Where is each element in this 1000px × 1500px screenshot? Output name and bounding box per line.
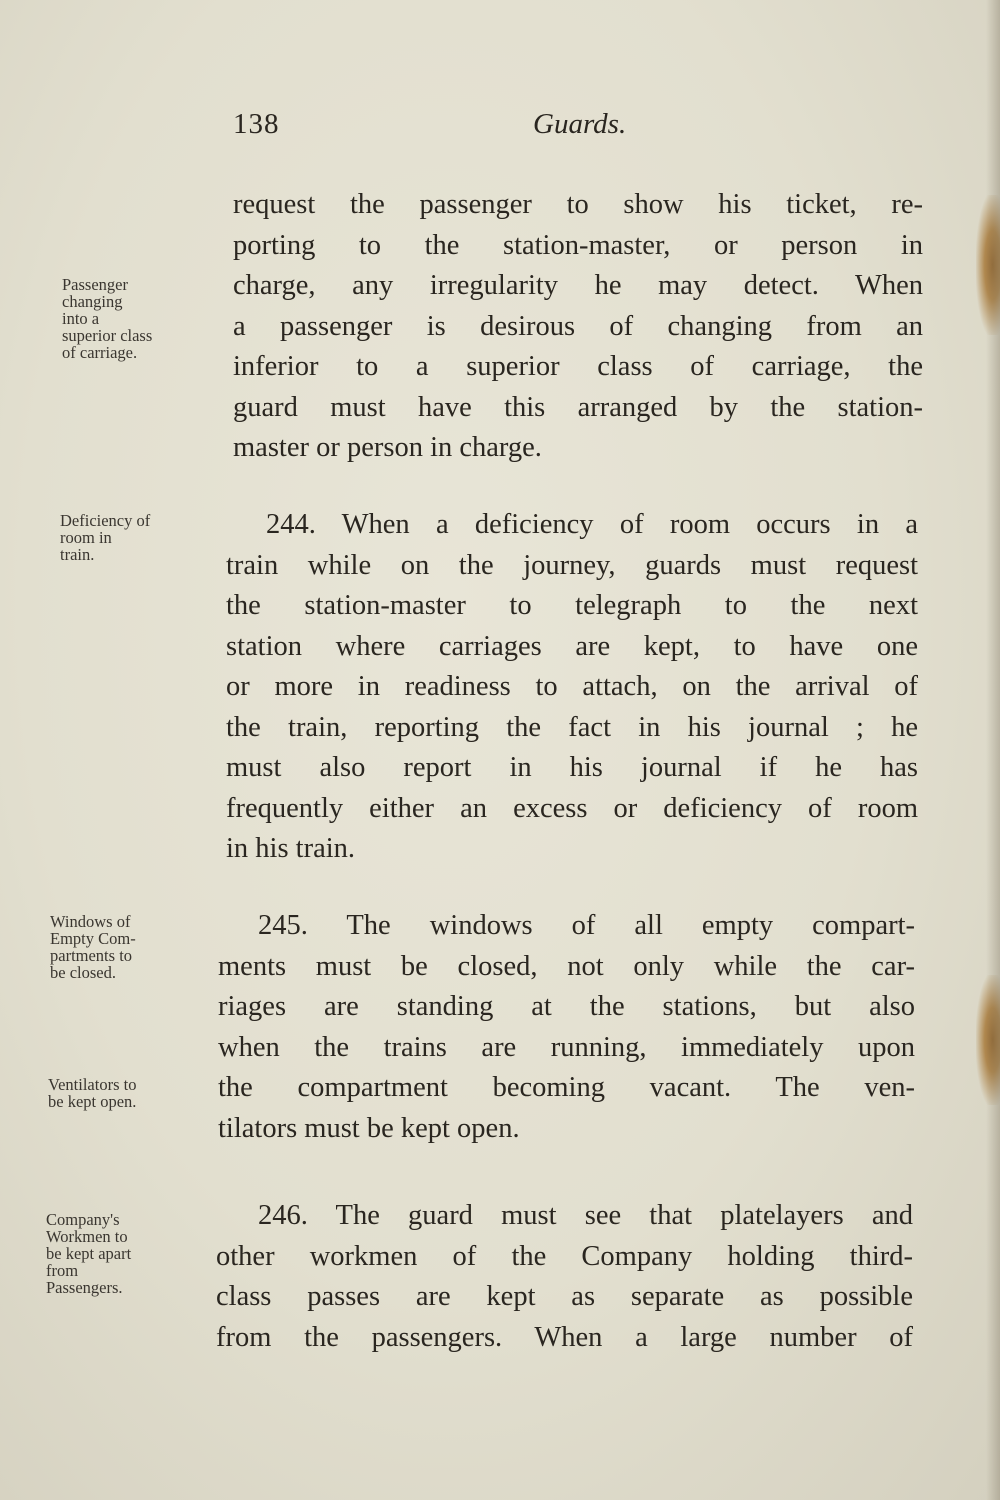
- text-line: riages are standing at the stations, but also: [218, 991, 915, 1022]
- text-line: request the passenger to show his ticket, re-: [233, 189, 923, 220]
- page-header: [233, 108, 923, 152]
- text-line: class passes are kept as separate as possible: [216, 1281, 913, 1312]
- text-line: 244. When a deficiency of room occurs in a: [266, 509, 918, 540]
- paragraph-246: [216, 1196, 913, 1358]
- margin-note-windows-closed: Windows of Empty Com- partments to be closed.: [50, 912, 136, 982]
- text-line: master or person in charge.: [233, 432, 542, 463]
- margin-note-workmen-apart: Company's Workmen to be kept apart from Passengers.: [46, 1210, 132, 1297]
- text-line: 246. The guard must see that platelayers and: [258, 1200, 913, 1231]
- text-line: or more in readiness to attach, on the arrival of: [226, 671, 918, 702]
- page-number: 138: [233, 108, 280, 140]
- text-line: when the trains are running, immediately upon: [218, 1031, 915, 1063]
- text-line: frequently either an excess or deficiency of room: [226, 792, 918, 824]
- paragraph-245: [218, 906, 915, 1149]
- text-line: ments must be closed, not only while the car-: [218, 950, 915, 982]
- text-line: a passenger is desirous of changing from an: [233, 310, 923, 342]
- text-line: inferior to a superior class of carriage, the: [233, 351, 923, 382]
- text-line: station where carriages are kept, to have one: [226, 630, 918, 662]
- text-line: the station-master to telegraph to the next: [226, 590, 918, 621]
- text-line: from the passengers. When a large number of: [216, 1321, 913, 1353]
- text-line: porting to the station-master, or person in: [233, 229, 923, 261]
- text-line: must also report in his journal if he has: [226, 752, 918, 783]
- running-head: Guards.: [533, 108, 627, 140]
- margin-note-ventilators-open: Ventilators to be kept open.: [48, 1075, 137, 1111]
- text-line: tilators must be kept open.: [218, 1112, 520, 1144]
- text-line: 245. The windows of all empty compart-: [258, 910, 915, 941]
- text-line: other workmen of the Company holding third-: [216, 1240, 913, 1272]
- text-line: the compartment becoming vacant. The ven-: [218, 1072, 915, 1103]
- text-line: guard must have this arranged by the station-: [233, 391, 923, 423]
- paragraph-continuation: [233, 185, 923, 469]
- margin-note-passenger-changing-class: Passenger changing into a superior class of carriage.: [62, 275, 153, 362]
- text-line: in his train.: [226, 833, 356, 864]
- text-line: train while on the journey, guards must request: [226, 549, 918, 581]
- page-edge-shadow: [986, 0, 1000, 1500]
- margin-note-deficiency-of-room: Deficiency of room in train.: [60, 511, 151, 564]
- paragraph-244: [226, 505, 918, 870]
- text-line: the train, reporting the fact in his journal ; he: [226, 711, 918, 743]
- text-line: charge, any irregularity he may detect. When: [233, 270, 923, 301]
